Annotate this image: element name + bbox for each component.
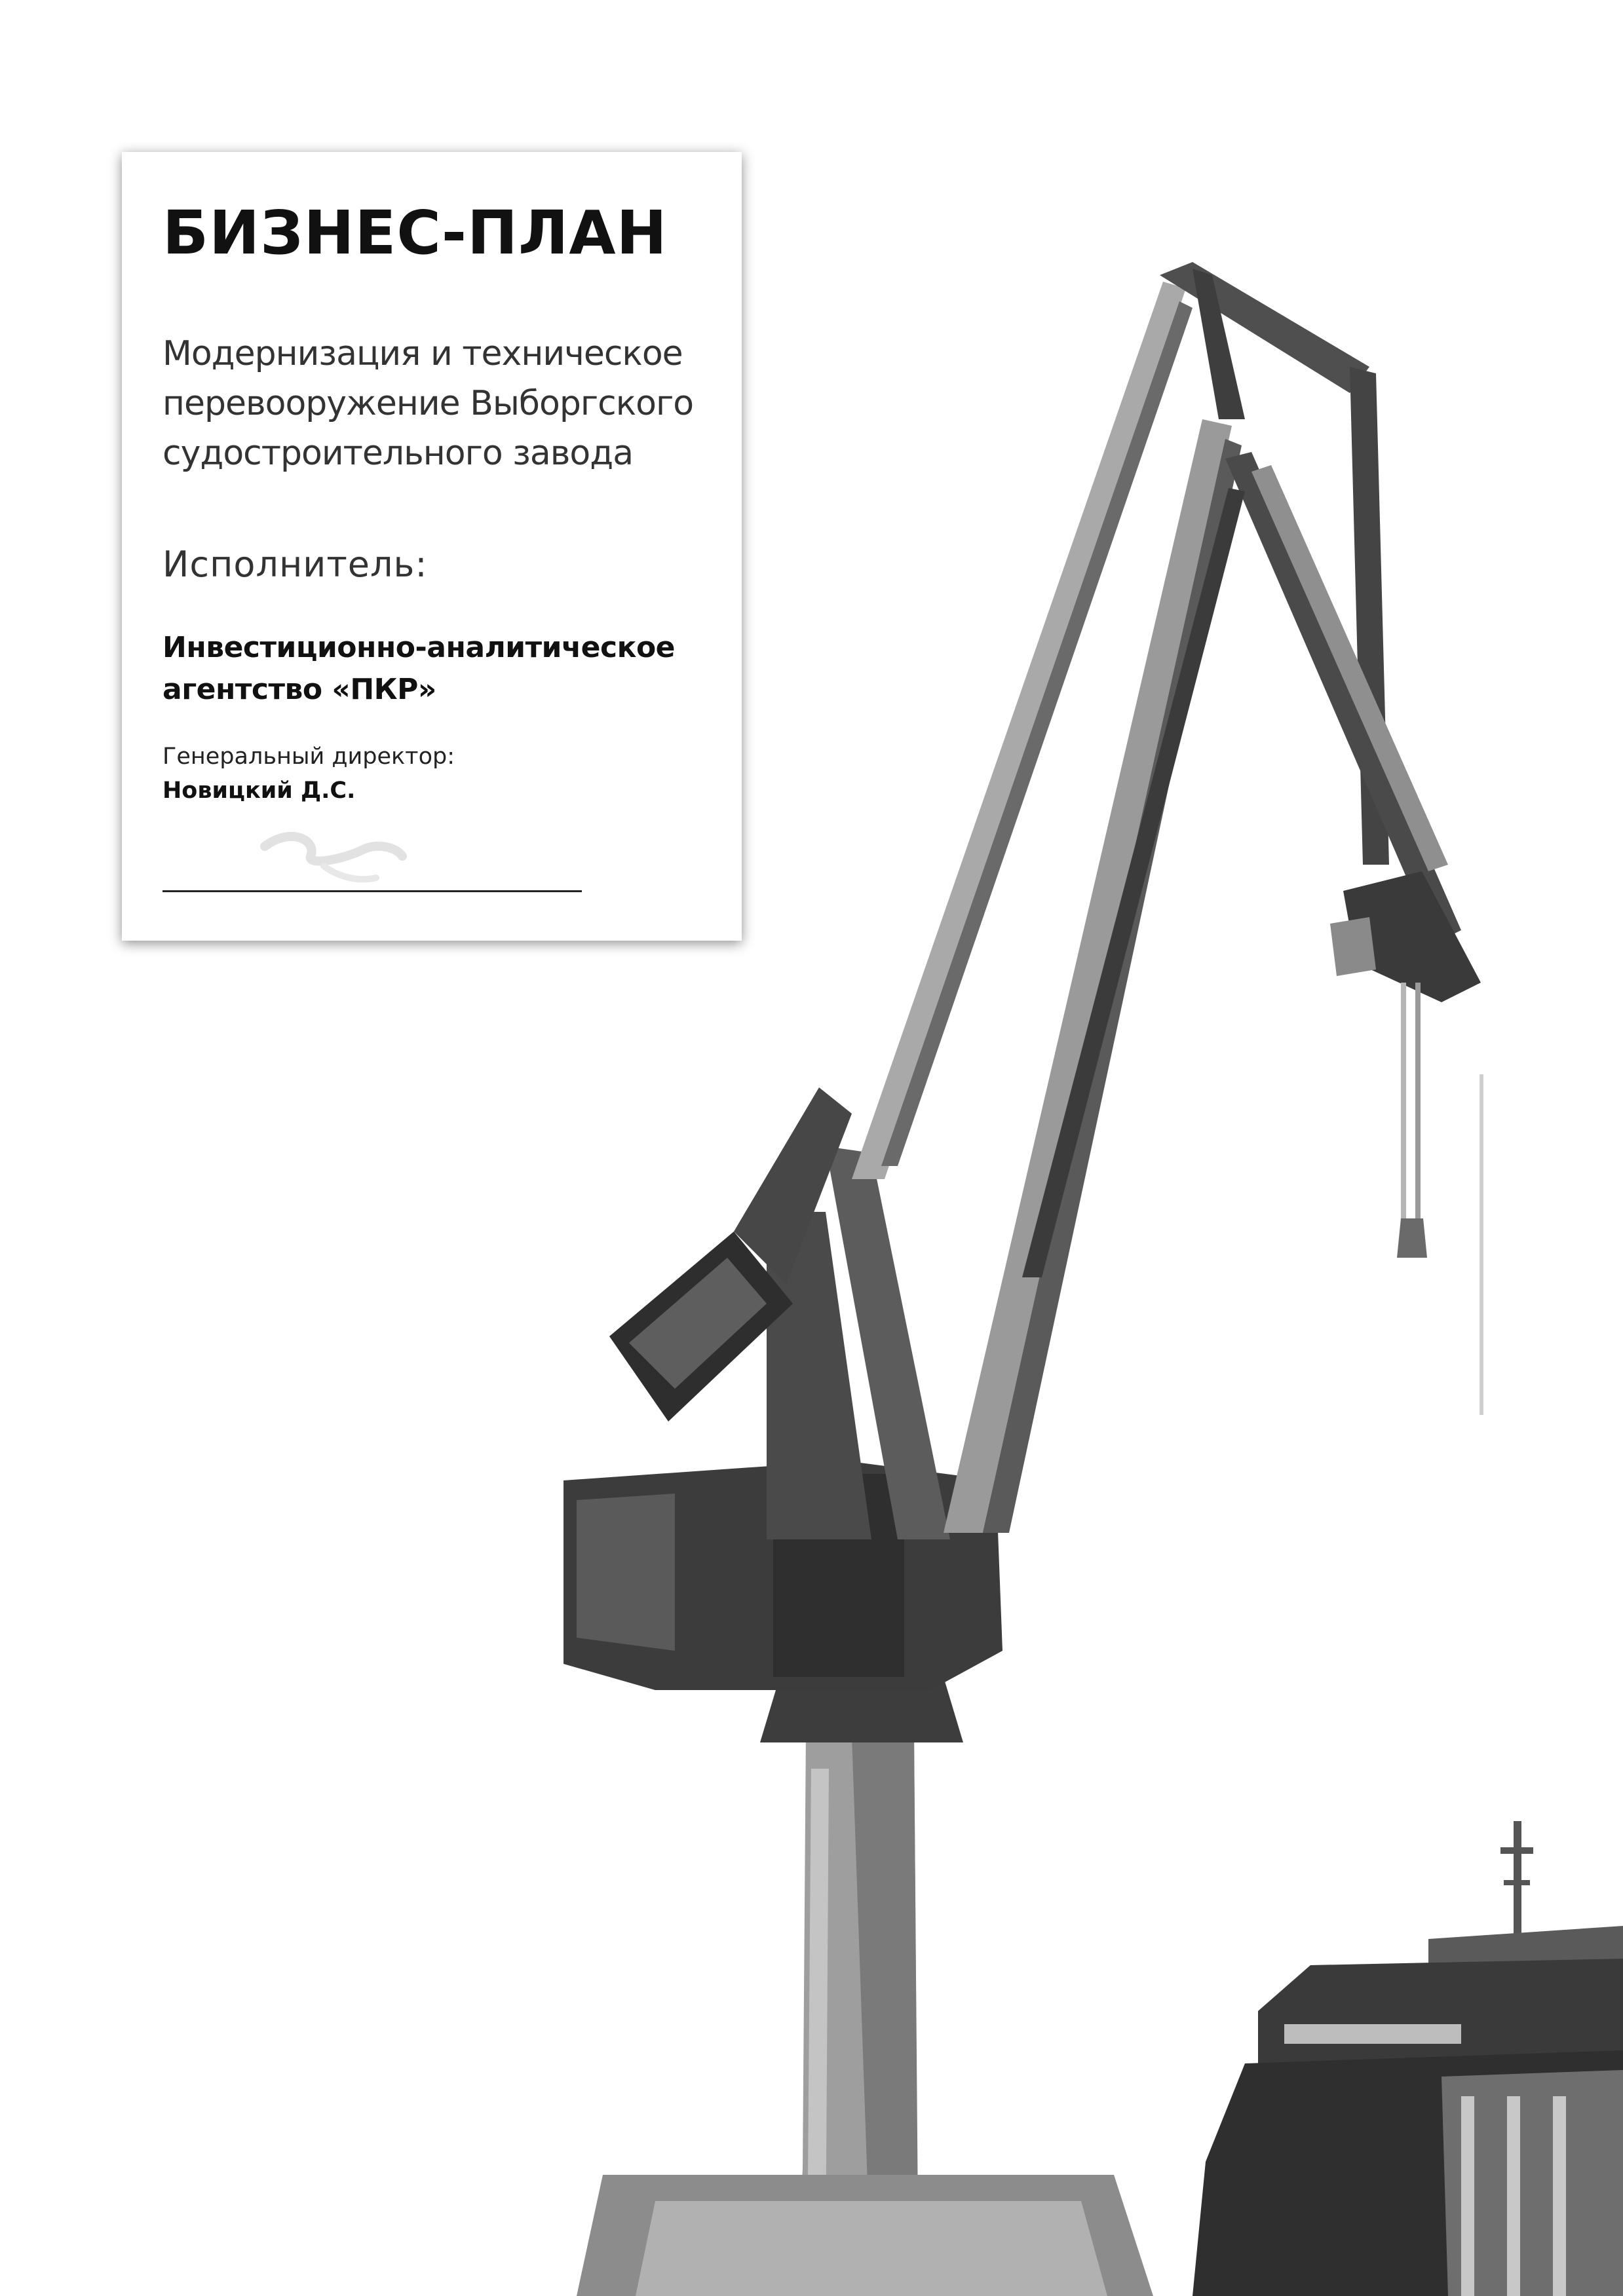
signature-mark [160,820,586,892]
signature-line [162,890,582,892]
cover-card [122,152,742,941]
document-title: БИЗНЕС-ПЛАН [162,198,668,268]
ship [1193,1821,1623,2296]
director-name: Новицкий Д.С. [162,778,356,804]
project-subtitle: Модернизация и техническое перевооружение Выборгского судостроительного завода [162,334,694,473]
executor-label: Исполнитель: [162,544,428,585]
organization-name: Инвестиционно-аналитическое агентство «ПКР» [162,631,676,706]
signature-area [160,820,586,892]
director-label: Генеральный директор: [162,743,455,770]
